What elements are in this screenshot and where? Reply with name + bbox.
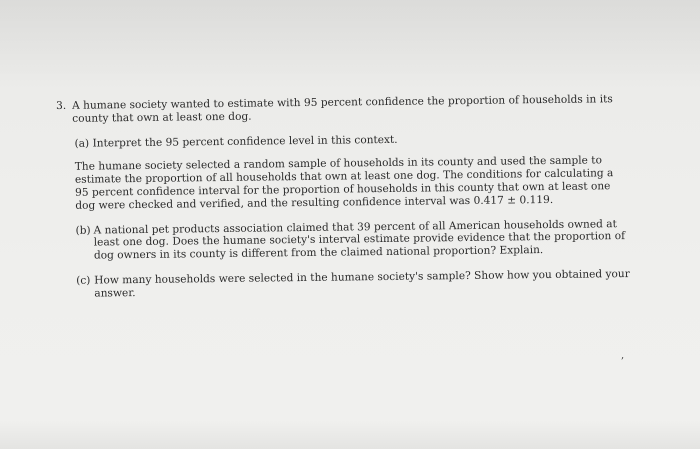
question-number: 3. (56, 99, 67, 112)
part-c-text: How many households were selected in the humane society's sample? Show how you obtained your answer. (94, 267, 630, 300)
question-sheet (56, 93, 638, 301)
part-a-label: (a) (74, 137, 90, 150)
part-c-label: (c) (76, 274, 91, 287)
stray-mark: , (621, 350, 625, 361)
part-a (74, 131, 636, 151)
top-shadow (0, 0, 700, 90)
part-b (76, 217, 638, 262)
part-b-text: A national pet products association claimed that 39 percent of all American households owned at least one dog. Does the humane society's interval estimate provide evidence that the proportion of dog owners in its county is different from the claimed national proportion? Explain. (93, 217, 626, 262)
question-stem (56, 93, 636, 126)
part-b-label: (b) (75, 224, 91, 237)
question-stem-text: A humane society wanted to estimate with 95 percent confidence the proportion of households in its county that own at least one dog. (71, 93, 613, 125)
bottom-shadow (0, 420, 700, 449)
part-a-text: Interpret the 95 percent confidence level in this context. (92, 133, 398, 150)
context-paragraph: The humane society selected a random sample of households in its county and used the sample to estimate the proportion of all households that own at least one dog. The conditions for calculating a 95 percent confidence interval for the proportion of households in this county that own at least one dog were checked and verified, and the resulting confidence interval was 0.417 ± 0.119. (74, 154, 614, 212)
part-c (76, 268, 638, 300)
